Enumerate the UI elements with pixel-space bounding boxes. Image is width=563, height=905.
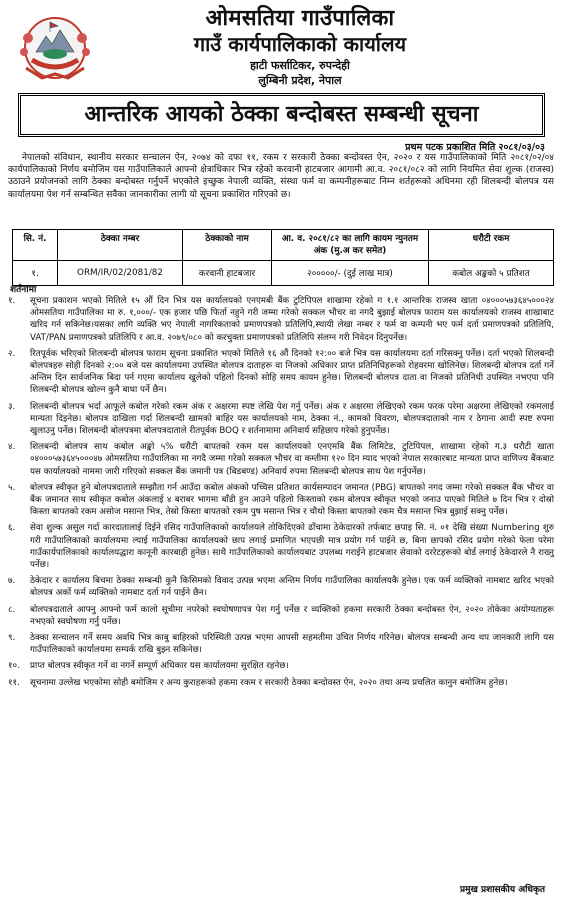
condition-item [6, 677, 554, 689]
condition-item [6, 348, 554, 397]
nepal-government-emblem-icon [12, 8, 98, 82]
header-contract-name: ठेक्काको नाम [183, 230, 272, 261]
condition-text: ठेकेदार र कार्यालय बिचमा ठेक्का सम्बन्धी कुनै किसिमको विवाद उत्पन्न भएमा अन्तिम निर्णय गाउँपालिका कार्यालयकै हुनेछ। एक फर्म व्यक्तिको नामबाट खरिद भएको बोलपत्र अर्को फर्म व्यक्तिको नामबाट दर्ता गर्न पाईने छैन। [30, 576, 554, 599]
condition-number: ५. [8, 482, 16, 493]
condition-text: सूचना प्रकाशन भएको मितिले १५ औं दिन भित्र यस कार्यालयको एनएमबी बैंक टुटिपिपल शाखामा रहेको ग १.१ आन्तरिक राजस्व खाता ०४०००५७३६४५०००२४ ओमसतिया गाउँपालिका मा रु. १,०००/- एक हजार पछि फिर्ता नहुने गरी जम्मा गरेको सक्कल भौचर वा नगदै बुझाई बोलपत्र फाराम यस कार्यालयको राजस्व शाखाबाट खरिद गर्न सकिनेछ।यसका लागि व्यक्ति भए नेपाली नागरिकताको प्रमाणपत्रको प्रतिलिपि,स्थायी लेखा नम्बर र फर्म वा कम्पनी भए फर्म दर्ता प्रमाणपत्रको प्रतिलिपि, VAT/PAN प्रमाणपत्रको प्रतिलिपि र आ.व. २०७९/०८० को करचुक्ता प्रमाणपत्रको प्रतिलिपि संलग्न गरी निवेदन दिनुपर्नेछ। [30, 296, 554, 343]
condition-item [6, 441, 554, 478]
header-deposit-amount: धरौटी रकम [429, 230, 554, 261]
condition-text: बोलपत्र स्वीकृत हुने बोलपत्रदाताले सम्झौता गर्न आउँदा कबोल अंकको पच्चिस प्रतिशत कार्यसम्पादन जमानत (PBG) बापतको नगद जम्मा गरेको सक्कल बैंक भौचर वा बैंक जमानत साथ स्वीकृत कबोल अंकलाई ४ बराबर भागमा बाँडी हुन आउने पहिलो किस्ताको रकम बोलपत्र स्वीकृत भएको जनाउ पाएको मितिले ७ दिन भित्र र दोस्रो किस्ता बापतको रकम असोज मसान्त भित्र, तेस्रो किस्ता बापतको रकम पुष मसान्त भित्र र चौथो किस्ता बापतको रकम चैत्र मसान्त भित्र बुझाई सक्नु पर्नेछ। [30, 482, 554, 518]
condition-text: सूचनामा उल्लेख भएकोमा सोही बमोजिम र अन्य कुराहरूको हकमा रकम र सरकारी ठेक्का बन्दोवस्त ऐन, २०२० तथा अन्य प्रचलित कानुन बमोजिम हुनेछ। [30, 677, 508, 688]
office-address: हाटी फर्साटिकर, रुपन्देही [250, 59, 350, 72]
condition-text: ठेक्का सन्चालन गर्ने समय अवधि भित्र काबु बाहिरको परिस्थिती उत्पन्न भएमा आपसी सहमतीमा उचित निर्णय गरिनेछ। बोलपत्र सम्बन्धी अन्य थप जानकारी लागि यस गाउँपालिकाको कार्यालयमा सम्पर्क राखि बुझ्न सकिनेछ। [30, 633, 554, 656]
condition-number: ४. [8, 442, 16, 453]
condition-number: ८. [8, 604, 16, 615]
municipality-name: ओमसतिया गाउँपालिका [205, 6, 395, 31]
header-sn: सि. नं. [13, 230, 58, 261]
condition-item [6, 604, 554, 628]
cell-sn: १. [13, 261, 58, 286]
condition-item [6, 522, 554, 571]
notice-title: आन्तरिक आयको ठेक्का बन्दोबस्त सम्बन्धी सूचना [18, 93, 545, 137]
cell-minimum-amount: २०००००/- (दुई लाख मात्र) [272, 261, 429, 286]
condition-item [6, 575, 554, 599]
condition-number: ९. [8, 633, 16, 644]
condition-item [6, 482, 554, 519]
province-country: लुम्बिनी प्रदेश, नेपाल [258, 74, 342, 87]
table-row [13, 261, 554, 286]
conditions-title: शर्तनामा [10, 285, 37, 295]
condition-item [6, 632, 554, 656]
condition-number: ३. [8, 401, 16, 412]
condition-item [6, 660, 554, 672]
signoff-title: प्रमुख प्रशासकीय अधिकृत [459, 885, 545, 895]
contract-table [12, 229, 554, 286]
condition-text: शिलबन्दी बोलपत्र भर्दा आफूले कबोल गरेको रकम अंक र अक्षरमा स्पष्ट लेखि पेश गर्नु पर्नेछ। अंक र अक्षरमा लेखिएको रकम फरक परेमा अक्षरमा लेखिएको रकमलाई मान्यता दिइनेछ। बोलपत्र दाखिला गर्दा शिलबन्दी खामको बाहिर यस कार्यालयको नाम, ठेक्का नं., कामको विवरण, बोलपत्रदाताको नाम र ठेगाना आदी स्पष्ट रुपमा खुलाउनु पर्नेछ। शिलबन्दी बोलपत्रमा बोलपत्रदाताले रीतपूर्वक BOQ र शर्तनामामा अनिवार्य सहिछाप गरेको हुनुपर्नेछ। [30, 401, 554, 437]
cell-contract-name: करवानी हाटबजार [183, 261, 272, 286]
cell-deposit-amount: कबोल अङ्कको ५ प्रतिशत [429, 261, 554, 286]
office-name: गाउँ कार्यपालिकाको कार्यालय [193, 32, 407, 56]
header-minimum-amount: आ. व. २०८१/८२ का लागि कायम न्युनतम अंक (मु.अ कर समेत) [272, 230, 429, 261]
condition-number: ७. [8, 576, 16, 587]
condition-number: ११. [8, 677, 20, 688]
conditions-list [6, 295, 554, 693]
condition-item [6, 295, 554, 344]
condition-number: २. [8, 348, 16, 359]
condition-text: सेवा शुल्क असुल गर्दा कारदातालाई दिईने रसिद गाउँपालिकाको कार्यालयले तोकिदिएको ढाँचामा ठेकेदारको तर्फबाट छपाइ सि. नं. ०१ देखि संख्या Numbering शुरु गरी गाउँपालिकाको कार्यालयमा ल्याई गाउँपालिका कार्यालयको छाप लगाई प्रमाणित भएपछी मात्र प्रयोग गर्न पाईने छ, बिना छापको रसिद प्रयोग गरेको फेला परेमा गाउँकार्यपालिकाको कार्यालयद्धारा कानूनी कारबाही हुनेछ। साथै गाउँपालिकाको कार्यालयबाट उपलब्ध गराईने हाटबजार सेवाको दररेटहरूको बोर्ड लगाई ठेकेदारले नै राख्नु पर्नेछ। [30, 523, 554, 571]
condition-number: १. [8, 296, 16, 306]
table-header-row [13, 230, 554, 261]
header-contract-number: ठेक्का नम्बर [58, 230, 183, 261]
condition-text: बोलपत्रदाताले आफ्नु आफ्नो फर्म कालो सूचीमा नपरेको स्वघोषणापत्र पेश गर्नु पर्नेछ र व्यक्तिको हकमा सरकारी ठेक्का बन्दोबस्त ऐन, २०२० तोकेका अयोग्यताहरू नभएको स्वघोषणा गर्नु पर्नेछ। [30, 604, 554, 627]
cell-contract-number: ORM/IR/02/2081/82 [58, 261, 183, 286]
condition-item [6, 401, 554, 438]
publication-date: प्रथम पटक प्रकाशित मिति २०८१/०३/०३ [405, 142, 545, 153]
condition-text: शिलबन्दी बोलपत्र साथ कबोल अङ्को ५% धरौटी बापतको रकम यस कार्यालयको एनएमबि बैंक लिमिटेड, टुटिपिपल, शाखामा रहेको ग.३ धरौटी खाता ०४०००५७३६४५०००४७ ओमसतिया गाउँपालिका मा नगदै जम्मा गरेको सक्कल भौचर वा कम्तीमा १२० दिन म्याद भएको नेपाल सरकारबाट मान्यता प्राप्त वाणिज्य बैंकबाट यस कार्यालयको नाममा जारी गरिएको सक्कल बैंक जमानी पत्र (बिडबण्ड) अनिवार्य रुपमा सिलबन्दी बोलपत्र साथ पेश गर्नुपर्नेछ। [30, 442, 554, 477]
condition-text: प्राप्त बोलपत्र स्वीकृत गर्ने वा नगर्ने सम्पूर्ण अधिकार यस कार्यालयमा सुरक्षित रहनेछ। [30, 661, 289, 672]
condition-text: रितपूर्वक भरिएको शिलबन्दी बोलपत्र फाराम सूचना प्रकाशित भएको मितिले १६ औं दिनको १२:०० बजे भित्र यस कार्यालयमा दर्ता गरिसक्नु पर्नेछ। दर्ता भएको शिलबन्दी बोलपत्रहरु सोही दिनको २:०० बजे यस कार्यालयमा उपस्थित बोलपत्र दाताहरू वा निजको अधिकार प्राप्त प्रतिनिधिहरूको रोहवरमा खोलिनेछ। शिलबन्दी बोलपत्र दर्ता गर्ने अन्तिम दिन सार्वजनिक बिदा पर्न गएमा कार्यालय खुलेको पहिलो दिनको सोहि समय कायम हुनेछ। शिलबन्दी बोलपत्र दाता वा निजको प्रतिनिधी उपस्थित नभएपा पनि शिलबन्दी बोलपत्र खोल्न कुनै बाधा पर्ने छैन। [30, 348, 554, 396]
condition-number: ६. [8, 523, 16, 534]
condition-number: १०. [8, 661, 20, 672]
intro-paragraph: नेपालको संविधान, स्थानीय सरकार सन्चालन ऐन, २०७४ को दफा ११, रकम र सरकारी ठेक्का बन्दोवस्त ऐन, २०२० र यस गाउँपालिकाको मिति २०८१/०२/०४ कार्यपालिकाको निर्णय बमोजिम यस गाउँपालिकाले आफ्नो क्षेत्राधिकार भित्र रहेको करवानी हाटबजार आगामी आ.व. २०८१/०८२ को लागि नियमित सेवा शुल्क (राजस्व) उठाउने प्रयोजनको लागि ठेक्का बन्दोबस्त गर्नुपर्ने भएकोले इच्छुक नेपाली व्यक्ति, संस्था फर्म वा कम्पनीहरूबाट निम्न शर्तहरूको अधिनमा रही शिलबन्दी बोलपत्र यस कार्यालयमा पेश गर्न सम्बन्धित सवैका जानकारीका लागी यो सूचना प्रकाशित गरिएको छ। [8, 153, 554, 200]
